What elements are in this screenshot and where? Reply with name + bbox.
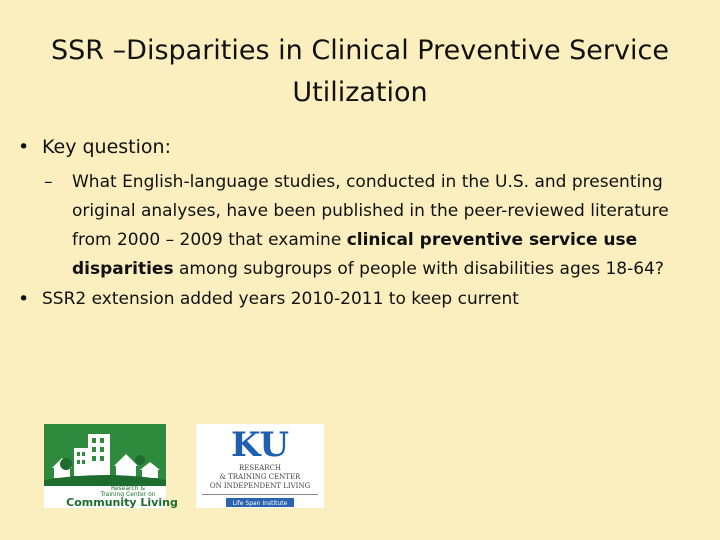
slide-title: SSR –Disparities in Clinical Preventive Service Utilization [51,35,669,108]
community-living-logo-graphic [44,424,178,509]
ku-logo-graphic [196,424,324,508]
bullet-text: Key question: [42,136,171,158]
bullet-dot-icon: • [18,288,30,310]
svg-text:Training Center on: Training Center on [100,491,156,498]
sub-bullet-question [44,168,698,284]
dash-icon: – [44,172,53,192]
bullet-key-question [18,130,698,164]
bullet-list [18,130,698,314]
svg-text:Research &: Research & [110,485,146,492]
sub-bullet-text-end: among subgroups of people with disabilities ages 18-64? [173,259,664,279]
svg-text:& TRAINING CENTER: & TRAINING CENTER [219,473,301,481]
sub-bullet-text-start: What English-language studies, conducted in the U.S. and presenting original analyses, have been published in the peer-reviewed literature from 2000 – 2009 that examine [72,172,669,250]
svg-text:KU: KU [231,425,289,465]
bullet-dot-icon: • [18,136,30,158]
bullet-extension [18,284,698,314]
svg-text:Life Span Institute: Life Span Institute [232,500,288,507]
sub-bullet-text-bold: clinical preventive service use disparities [72,230,638,279]
svg-text:ON INDEPENDENT LIVING: ON INDEPENDENT LIVING [209,482,311,490]
svg-text:RESEARCH: RESEARCH [238,464,282,472]
bullet-text: SSR2 extension added years 2010-2011 to keep current [42,289,519,309]
rtc-community-living-logo [44,424,178,509]
ku-rtcil-logo [196,424,324,508]
svg-text:Community Living: Community Living [66,496,178,509]
